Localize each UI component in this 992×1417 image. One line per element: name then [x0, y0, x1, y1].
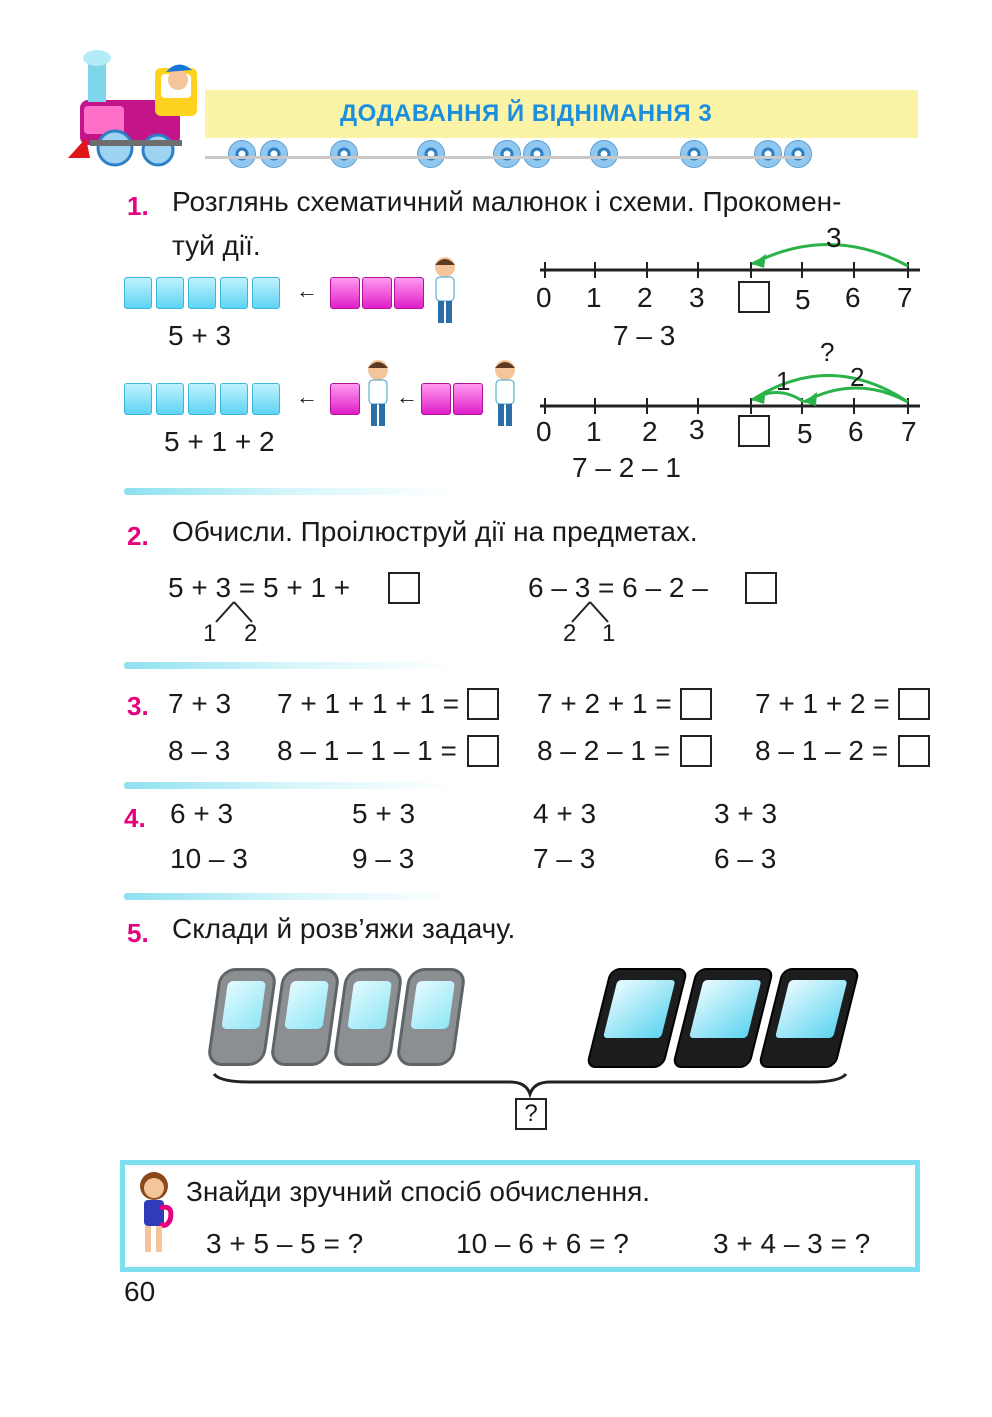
- equation: 5 + 3 = 5 + 1 +: [168, 572, 351, 603]
- equation: 7 + 1 + 1 + 1 =: [277, 688, 460, 719]
- gray-phone-icon: [395, 968, 467, 1066]
- equation: 6 – 3 = 6 – 2 –: [528, 572, 708, 603]
- tick-label: 6: [848, 416, 864, 447]
- task-text: Розглянь схематичний малюнок і схеми. Прокомен-: [172, 186, 842, 217]
- split-number: 1: [602, 620, 616, 647]
- boy-illustration: [430, 255, 460, 325]
- tick-label: 0: [536, 282, 552, 313]
- answer-box[interactable]: [388, 572, 420, 604]
- task-number: 2.: [127, 521, 149, 551]
- boy-illustration: [363, 358, 393, 428]
- task-number: 3.: [127, 691, 149, 721]
- arc-label: 3: [826, 222, 842, 253]
- tick-label: 6: [845, 282, 861, 313]
- blue-cube: [220, 383, 248, 415]
- tick-label: 1: [586, 282, 602, 313]
- task-number: 4.: [124, 803, 146, 833]
- expression: 3 + 3: [714, 798, 778, 829]
- expression: 10 – 3: [170, 843, 248, 874]
- expression: 4 + 3: [533, 798, 597, 829]
- split-number: 2: [244, 620, 258, 647]
- brace-icon: [210, 1068, 850, 1100]
- blue-cube: [124, 277, 152, 309]
- equation: 8 – 2 – 1 =: [537, 735, 671, 766]
- expression: 7 – 3: [533, 843, 596, 874]
- answer-box[interactable]: [680, 688, 712, 720]
- black-phone-icon: [586, 968, 689, 1068]
- equation: 7 + 1 + 2 =: [755, 688, 890, 719]
- answer-box[interactable]: [680, 735, 712, 767]
- tick-label: 2: [642, 416, 658, 447]
- wheel-icon: [417, 140, 445, 168]
- expression: 5 + 1 + 2: [164, 426, 275, 457]
- blue-cube: [252, 383, 280, 415]
- gray-phone-icon: [332, 968, 404, 1066]
- answer-box[interactable]: [467, 735, 499, 767]
- task-text: туй дії.: [172, 230, 261, 261]
- tick-label: 7: [901, 416, 917, 447]
- section-divider: [124, 893, 454, 900]
- girl-illustration: [130, 1168, 180, 1260]
- tick-label: 3: [689, 414, 705, 445]
- wheel-icon: [680, 140, 708, 168]
- tick-label: 7: [897, 282, 913, 313]
- gray-phone-icon: [269, 968, 341, 1066]
- equation: 8 – 1 – 1 – 1 =: [277, 735, 457, 766]
- section-divider: [124, 782, 454, 789]
- blue-cube: [124, 383, 152, 415]
- wheel-icon: [228, 140, 256, 168]
- expression: 3 + 5 – 5 = ?: [206, 1228, 364, 1259]
- blue-cube: [188, 277, 216, 309]
- expression: 9 – 3: [352, 843, 415, 874]
- tick-label: 3: [689, 282, 705, 313]
- blue-cube: [156, 277, 184, 309]
- expression: 7 – 3: [613, 320, 676, 351]
- tick-label: 5: [795, 284, 811, 315]
- blue-cube: [220, 277, 248, 309]
- page-number: 60: [124, 1276, 156, 1307]
- wheel-icon: [590, 140, 618, 168]
- train-illustration: [60, 40, 210, 170]
- pink-cube: [330, 383, 360, 415]
- expression: 7 + 3: [168, 688, 232, 719]
- tick-label: 2: [637, 282, 653, 313]
- gray-phone-icon: [206, 968, 278, 1066]
- pink-cube-group: [330, 277, 426, 314]
- expression: 6 + 3: [170, 798, 234, 829]
- task-number: 1.: [127, 191, 149, 221]
- tip-text: Знайди зручний спосіб обчислення.: [186, 1176, 651, 1207]
- equation: 8 – 1 – 2 =: [755, 735, 889, 766]
- black-phone-icon: [672, 968, 775, 1068]
- answer-box[interactable]: [467, 688, 499, 720]
- arc-label: 2: [850, 362, 865, 392]
- wheel-icon: [260, 140, 288, 168]
- tick-label: 5: [797, 418, 813, 449]
- blue-cube: [188, 383, 216, 415]
- pink-cube: [394, 277, 424, 309]
- blue-cube: [252, 277, 280, 309]
- task-number: 5.: [127, 918, 149, 948]
- tick-label: 0: [536, 416, 552, 447]
- task-text: Обчисли. Проілюструй дії на предметах.: [172, 516, 698, 547]
- pink-cube: [330, 277, 360, 309]
- task-text: Склади й розв’яжи задачу.: [172, 913, 516, 944]
- pink-cube: [421, 383, 451, 415]
- section-divider: [124, 662, 454, 669]
- blue-cube-group: [124, 277, 284, 314]
- equation: 7 + 2 + 1 =: [537, 688, 672, 719]
- expression: 8 – 3: [168, 735, 231, 766]
- expression: 5 + 3: [352, 798, 416, 829]
- arrow-left-icon: ←: [396, 384, 418, 409]
- wheel-icon: [784, 140, 812, 168]
- blue-cube: [156, 383, 184, 415]
- arc-label: ?: [820, 337, 835, 367]
- tick-label: 1: [586, 416, 602, 447]
- wheel-icon: [754, 140, 782, 168]
- arrow-left-icon: ←: [296, 384, 318, 409]
- page-title: ДОДАВАННЯ Й ВІДНІМАННЯ 3: [340, 100, 713, 127]
- arrow-left-icon: ←: [296, 278, 318, 303]
- split-number: 2: [563, 620, 577, 647]
- rail-line: [205, 156, 805, 159]
- wheel-icon: [523, 140, 551, 168]
- black-phone-icon: [758, 968, 861, 1068]
- section-divider: [124, 488, 454, 495]
- arc-label: 1: [776, 366, 791, 396]
- expression: 3 + 4 – 3 = ?: [713, 1228, 871, 1259]
- boy-illustration: [490, 358, 520, 428]
- answer-box[interactable]: [898, 688, 930, 720]
- expression: 5 + 3: [168, 320, 232, 351]
- pink-cube-group: [421, 383, 485, 420]
- blue-cube-group: [124, 383, 284, 420]
- wheel-icon: [493, 140, 521, 168]
- expression: 10 – 6 + 6 = ?: [456, 1228, 629, 1259]
- pink-cube: [362, 277, 392, 309]
- answer-box[interactable]: [745, 572, 777, 604]
- pink-cube: [453, 383, 483, 415]
- question-box[interactable]: ?: [515, 1098, 547, 1130]
- expression: 7 – 2 – 1: [572, 452, 681, 483]
- pink-cube-group: [330, 383, 362, 420]
- answer-box[interactable]: [898, 735, 930, 767]
- split-number: 1: [203, 620, 217, 647]
- wheel-icon: [330, 140, 358, 168]
- expression: 6 – 3: [714, 843, 777, 874]
